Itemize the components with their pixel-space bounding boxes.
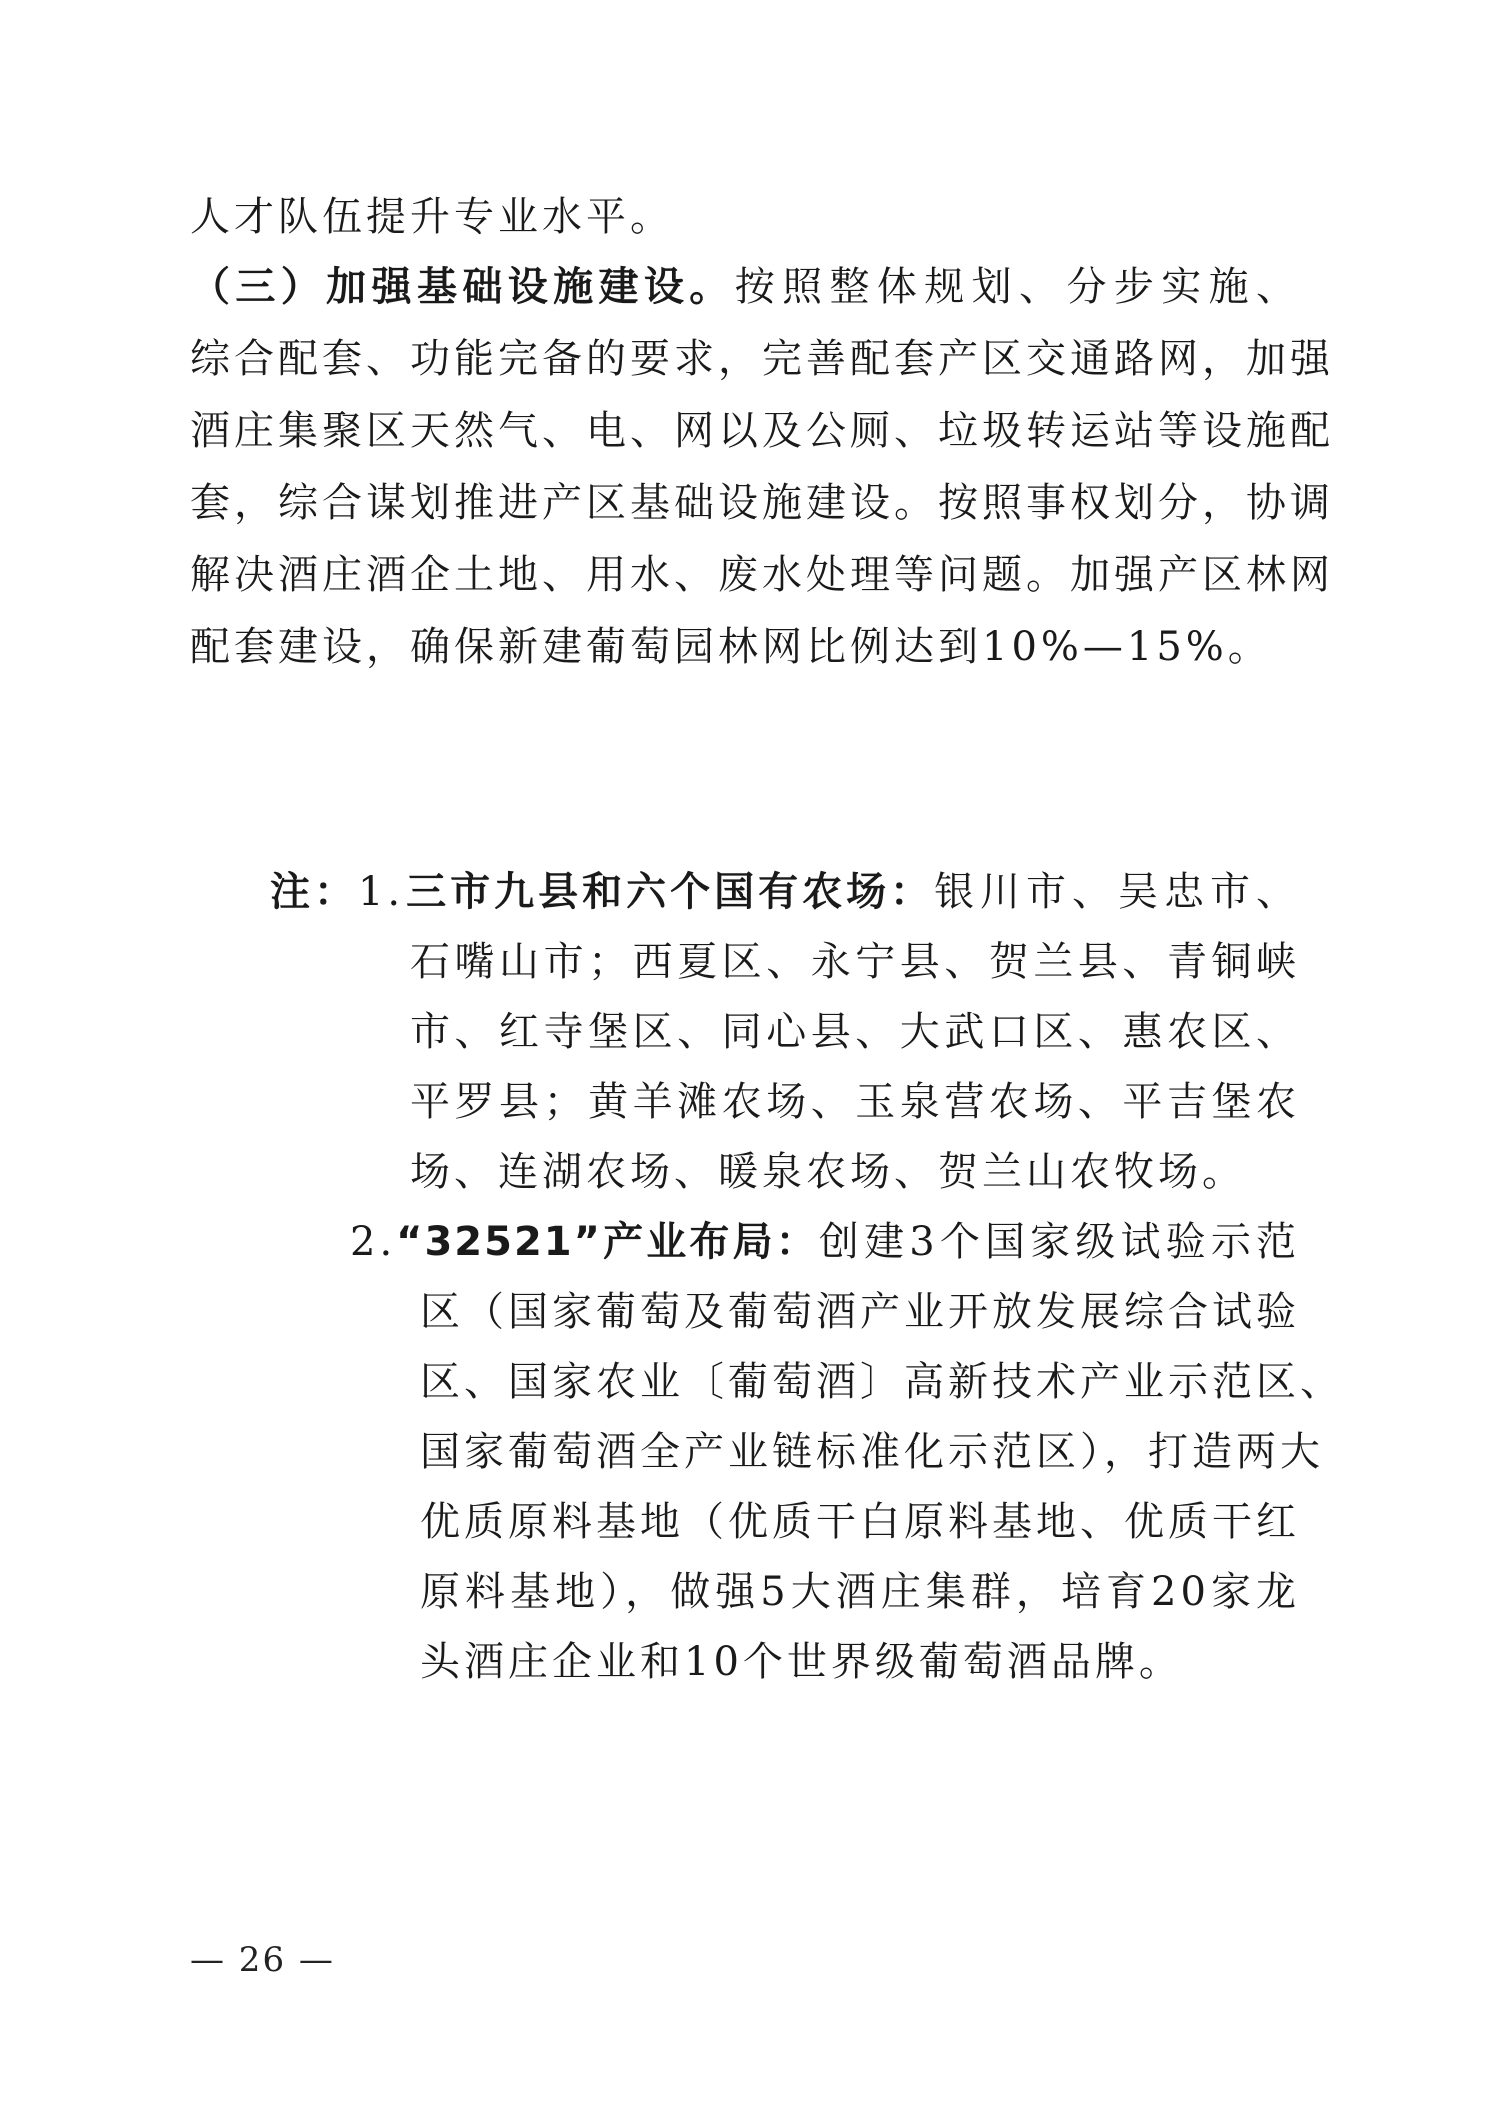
page-number: — 26 — [190,1940,335,1980]
section-3-line-3 [190,394,1334,468]
note-1-line-1-text: 银川市、吴忠市、 [934,869,1301,915]
section-3-line-1 [190,250,1300,324]
note-1-number: 1. [357,869,405,915]
note-2-line-7-text: 头酒庄企业和10个世界级葡萄酒品牌。 [420,1639,1183,1685]
note-2-line-2-text: 区（国家葡萄及葡萄酒产业开放发展综合试验 [420,1289,1300,1335]
section-3-line-2 [190,322,1334,396]
note-2-line-3-text: 区、国家农业〔葡萄酒〕高新技术产业示范区、 [420,1359,1344,1405]
note-1-line-4-text: 平罗县；黄羊滩农场、玉泉营农场、平吉堡农 [410,1079,1300,1125]
note-2-line-4-text: 国家葡萄酒全产业链标准化示范区），打造两大 [420,1429,1324,1475]
section-3-line-6 [190,610,1300,684]
note-2-line-6-text: 原料基地），做强5大酒庄集群，培育20家龙 [420,1569,1300,1615]
note-2-line-1-text: 创建3个国家级试验示范 [818,1219,1300,1265]
note-1-line-3-text: 市、红寺堡区、同心县、大武口区、惠农区、 [410,1009,1300,1055]
note-1-line-2-text: 石嘴山市；西夏区、永宁县、贺兰县、青铜峡 [410,939,1300,985]
section-3-line-3-text: 酒庄集聚区天然气、电、网以及公厕、垃圾转运站等设施配 [190,408,1334,454]
section-3-line-2-text: 综合配套、功能完备的要求，完善配套产区交通路网，加强 [190,336,1334,382]
section-3-line-5 [190,538,1334,612]
note-1-line-2 [410,925,1300,999]
note-1-line-5-text: 场、连湖农场、暖泉农场、贺兰山农牧场。 [410,1149,1246,1195]
note-2-line-5-text: 优质原料基地（优质干白原料基地、优质干红 [420,1499,1300,1545]
section-3-line-1-text: 按照整体规划、分步实施、 [734,264,1301,310]
note-1-line-4 [410,1065,1300,1139]
section-3-line-5-text: 解决酒庄酒企土地、用水、废水处理等问题。加强产区林网 [190,552,1334,598]
note-2-line-2 [420,1275,1300,1349]
note-2-heading: “32521”产业布局： [396,1219,819,1265]
note-2-line-3 [420,1345,1344,1419]
note-1-line-3 [410,995,1300,1069]
section-3-line-4-text: 套，综合谋划推进产区基础设施建设。按照事权划分，协调 [190,480,1334,526]
note-2-line-7 [420,1625,1300,1699]
note-1-line-1 [270,855,1300,929]
body-line-1 [190,180,1300,254]
note-2-line-4 [420,1415,1324,1489]
note-2-line-6 [420,1555,1300,1629]
notes-prefix: 注： [270,869,358,915]
section-3-line-4 [190,466,1334,540]
body-line-1-text: 人才队伍提升专业水平。 [190,194,674,240]
note-2-line-5 [420,1485,1300,1559]
note-2-number: 2. [350,1219,397,1265]
note-2-line-1 [350,1205,1300,1279]
section-3-line-6-text: 配套建设，确保新建葡萄园林网比例达到10%—15%。 [190,624,1272,670]
note-1-heading: 三市九县和六个国有农场： [404,869,935,915]
note-1-line-5 [410,1135,1300,1209]
section-3-heading: （三）加强基础设施建设。 [190,264,735,310]
